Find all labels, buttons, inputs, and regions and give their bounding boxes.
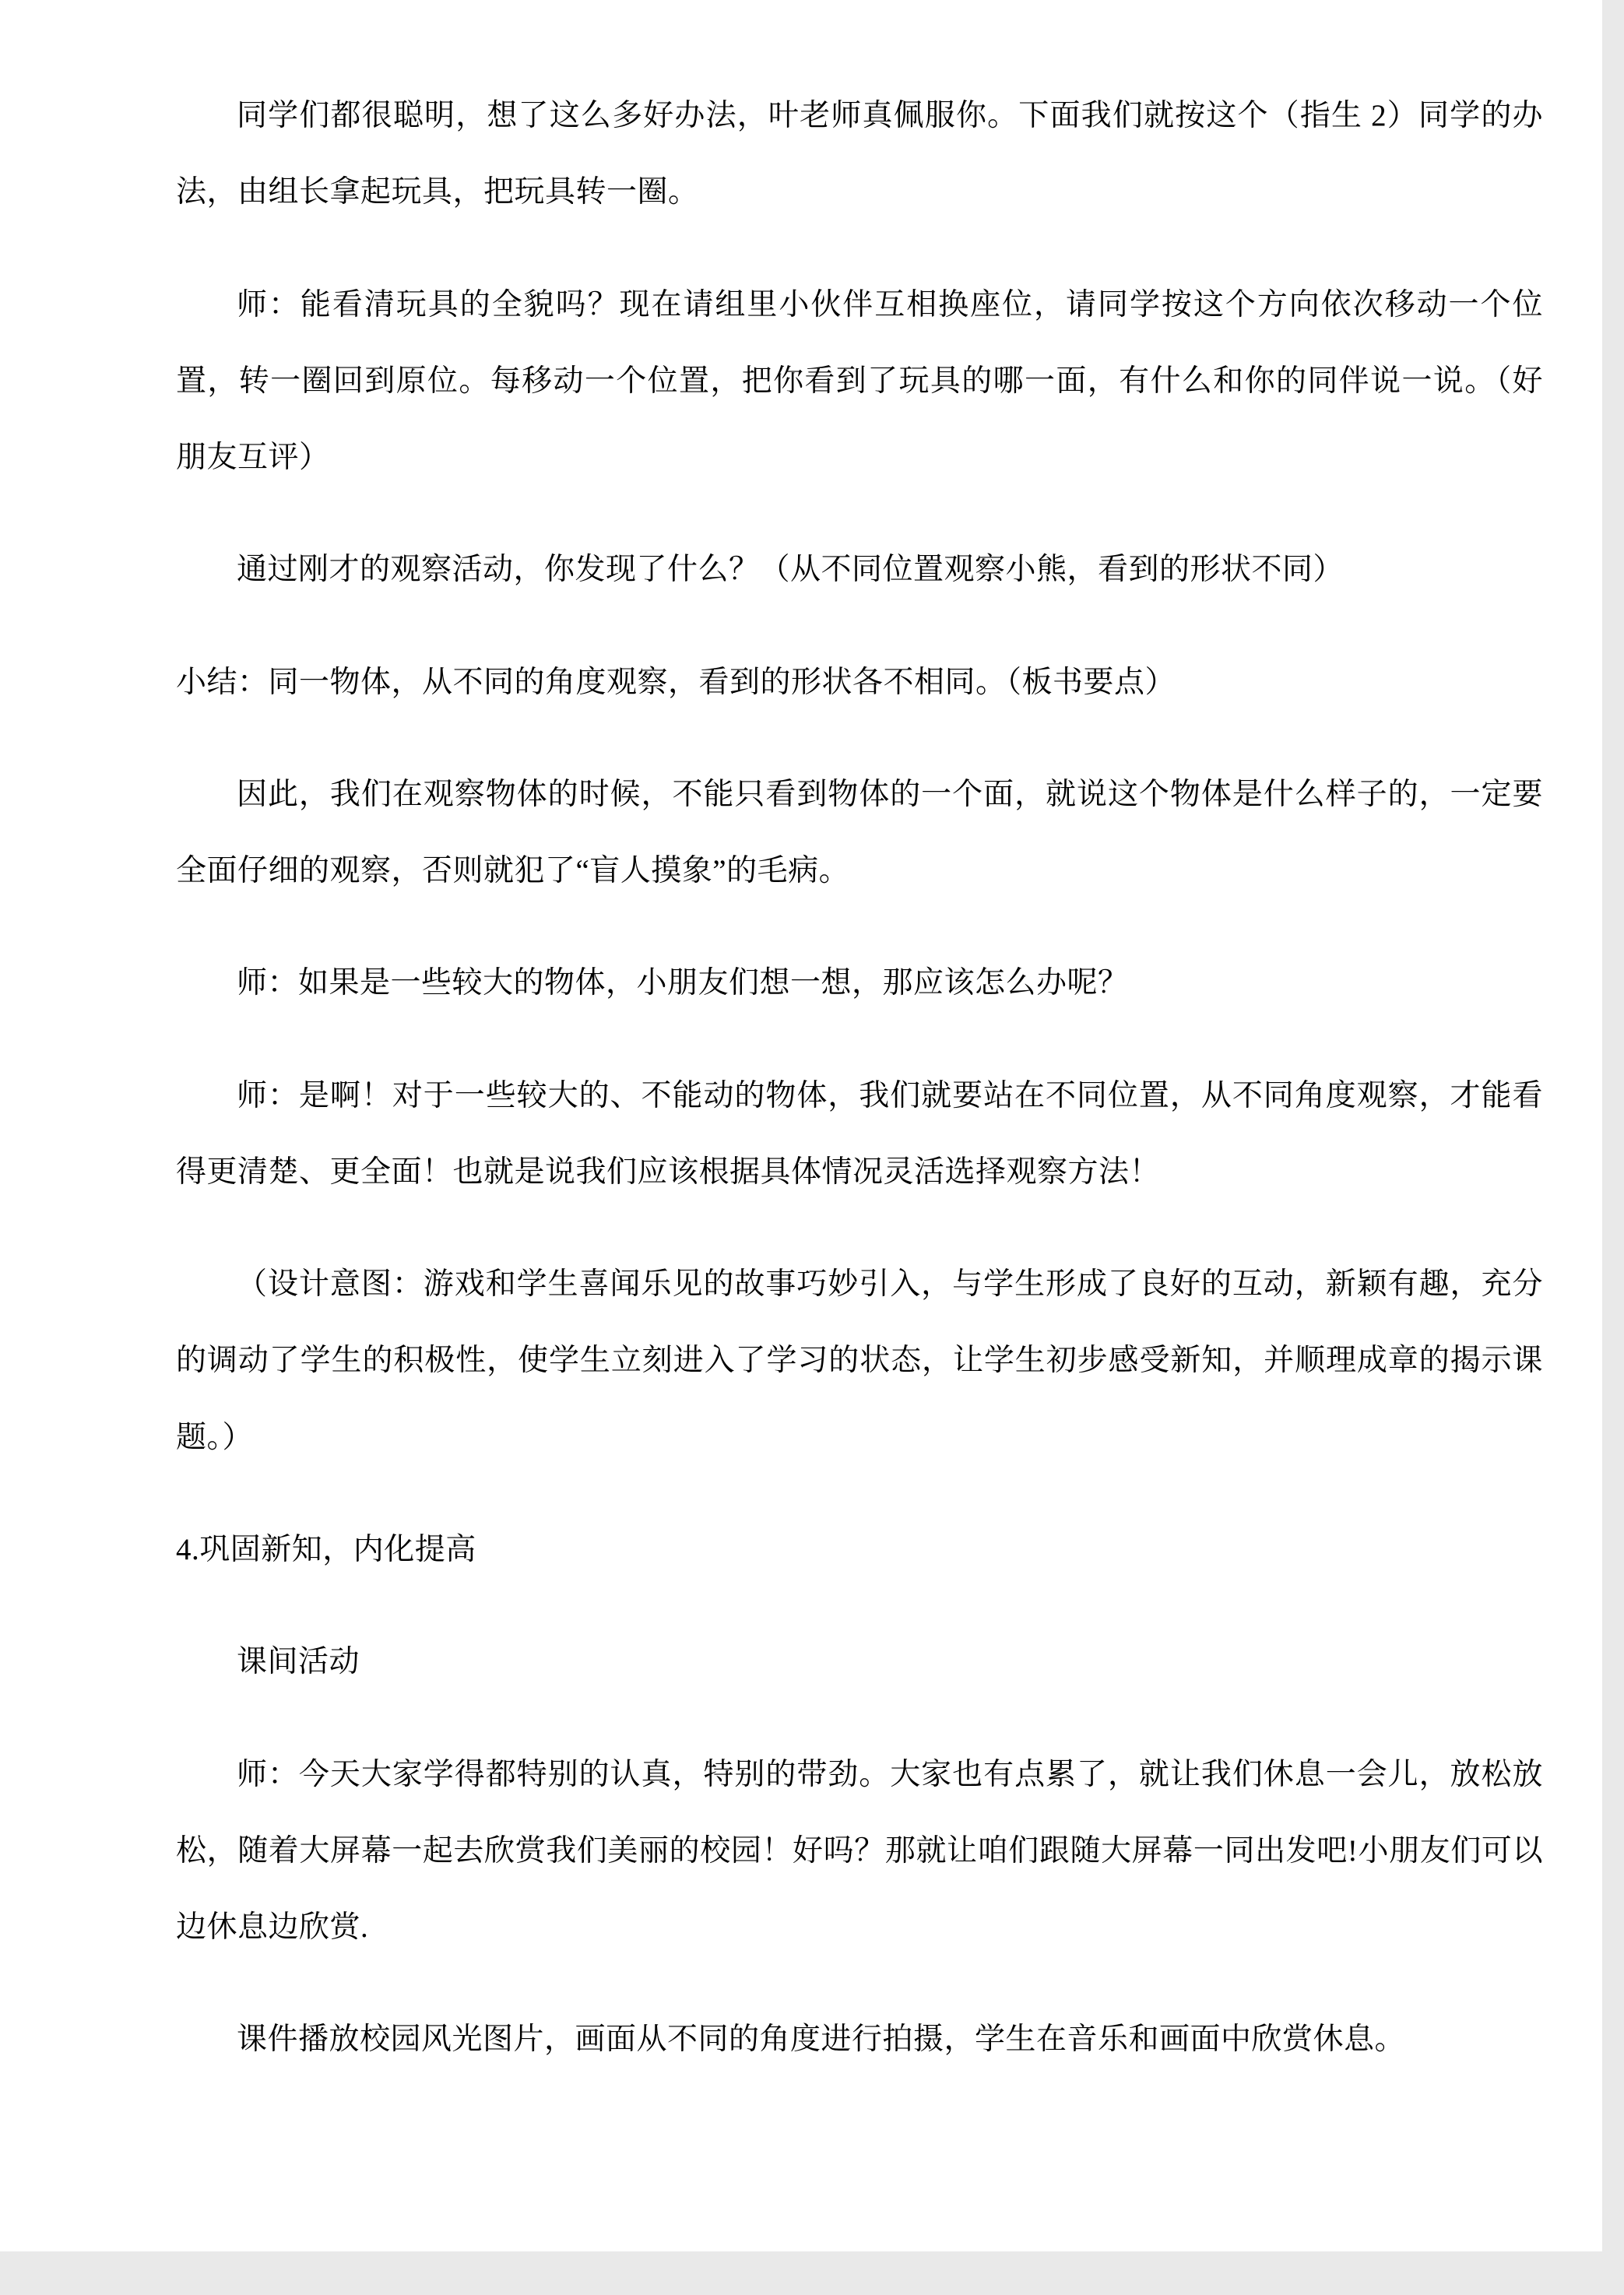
paragraph: 因此，我们在观察物体的时候，不能只看到物体的一个面，就说这个物体是什么样子的，一定要全面仔细的观察，否则就犯了“盲人摸象”的毛病。 xyxy=(176,777,1543,888)
paragraph: 通过刚才的观察活动，你发现了什么？（从不同位置观察小熊，看到的形状不同） xyxy=(237,553,1345,587)
paragraph: 课间活动 xyxy=(237,1645,360,1679)
paragraph: 师：今天大家学得都特别的认真，特别的带劲。大家也有点累了，就让我们休息一会儿，放松放松，随着大屏幕一起去欣赏我们美丽的校园！好吗？那就让咱们跟随大屏幕一同出发吧!小朋友们可以边休息边欣赏. xyxy=(176,1757,1543,1945)
paragraph: （设计意图：游戏和学生喜闻乐见的故事巧妙引入，与学生形成了良好的互动，新颖有趣，充分的调动了学生的积极性，使学生立刻进入了学习的状态，让学生初步感受新知，并顺理成章的揭示课题。） xyxy=(176,1267,1543,1454)
paragraph: 同学们都很聪明，想了这么多好办法，叶老师真佩服你。下面我们就按这个（指生 2）同学的办法，由组长拿起玩具，把玩具转一圈。 xyxy=(176,99,1543,209)
document-body xyxy=(176,78,1543,2079)
paragraph: 4.巩固新知，内化提高 xyxy=(176,1532,476,1566)
paragraph: 师：能看清玩具的全貌吗？现在请组里小伙伴互相换座位，请同学按这个方向依次移动一个位置，转一圈回到原位。每移动一个位置，把你看到了玩具的哪一面，有什么和你的同伴说一说。（好朋友互评） xyxy=(176,287,1543,475)
paragraph: 师：是啊！对于一些较大的、不能动的物体，我们就要站在不同位置，从不同角度观察，才能看得更清楚、更全面！也就是说我们应该根据具体情况灵活选择观察方法！ xyxy=(176,1078,1543,1189)
paragraph: 小结：同一物体，从不同的角度观察，看到的形状各不相同。（板书要点） xyxy=(176,665,1176,699)
paragraph: 师：如果是一些较大的物体，小朋友们想一想，那应该怎么办呢？ xyxy=(237,966,1129,1000)
paragraph: 课件播放校园风光图片，画面从不同的角度进行拍摄，学生在音乐和画面中欣赏休息。 xyxy=(237,2023,1406,2057)
